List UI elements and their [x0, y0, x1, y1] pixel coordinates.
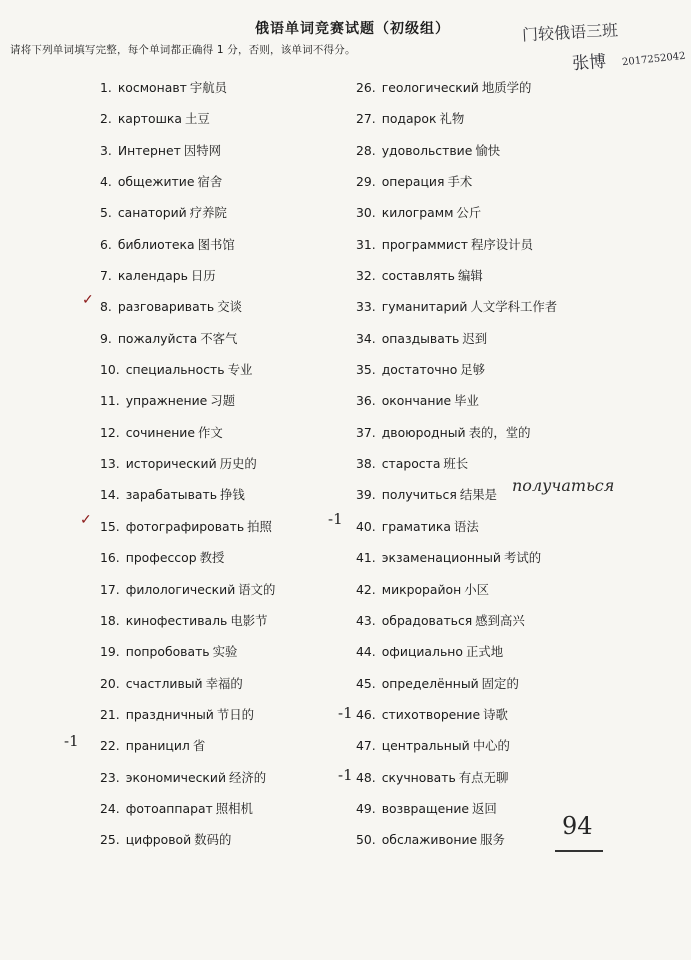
russian-word: двоюродный — [381, 424, 466, 440]
russian-word: фотоаппарат — [125, 800, 213, 816]
chinese-meaning: 习题 — [210, 393, 236, 409]
item-number: 10. — [100, 362, 120, 378]
word-item-16 — [100, 542, 275, 573]
deduct-mark: ✓ — [80, 512, 92, 528]
russian-word: определённый — [381, 675, 479, 691]
item-number: 18. — [100, 612, 120, 628]
russian-word: упражнение — [125, 393, 208, 409]
russian-word: программист — [381, 236, 469, 252]
chinese-meaning: 中心的 — [472, 738, 510, 754]
item-number: 11. — [100, 393, 120, 409]
word-item-29 — [356, 166, 557, 197]
item-number: 21. — [100, 706, 120, 722]
chinese-meaning: 诗歌 — [483, 706, 508, 722]
russian-word: опаздывать — [381, 330, 460, 346]
word-item-33 — [356, 291, 557, 322]
handwritten-student-id: 2017252042 — [621, 50, 687, 69]
word-item-47 — [356, 730, 557, 761]
chinese-meaning: 服务 — [480, 832, 505, 848]
russian-word: профессор — [125, 550, 197, 566]
word-item-21 — [100, 699, 275, 730]
item-number: 48. — [356, 769, 376, 785]
item-number: 28. — [356, 142, 376, 158]
chinese-meaning: 程序设计员 — [471, 236, 533, 252]
word-item-8 — [100, 291, 275, 322]
russian-word: космонавт — [117, 80, 187, 95]
russian-word: удовольствие — [381, 142, 473, 158]
chinese-meaning: 日历 — [190, 268, 216, 284]
item-number: 30. — [356, 205, 376, 221]
russian-word: скучновать — [381, 769, 456, 785]
word-item-38 — [356, 448, 557, 479]
word-item-34 — [356, 323, 557, 354]
chinese-meaning: 迟到 — [462, 330, 488, 346]
russian-word: кинофестиваль — [125, 612, 228, 628]
item-number: 8. — [100, 299, 112, 315]
russian-word: исторический — [125, 456, 217, 472]
word-list-right — [356, 72, 557, 856]
word-item-24 — [100, 793, 275, 824]
russian-word: экзаменационный — [381, 550, 501, 566]
item-number: 16. — [100, 550, 120, 566]
chinese-meaning: 数码的 — [194, 832, 232, 848]
word-item-20 — [100, 668, 275, 699]
word-item-5 — [100, 197, 275, 228]
item-number: 39. — [356, 487, 376, 503]
chinese-meaning: 因特网 — [183, 142, 222, 158]
russian-word: стихотворение — [381, 706, 481, 722]
exam-instructions: 请将下列单词填写完整，每个单词都正确得 1 分，否则，该单词不得分。 — [10, 44, 356, 56]
word-item-9 — [100, 323, 275, 354]
word-item-27 — [356, 103, 557, 134]
item-number: 41. — [356, 550, 376, 566]
word-item-10 — [100, 354, 275, 385]
chinese-meaning: 土豆 — [184, 111, 210, 127]
chinese-meaning: 语法 — [453, 518, 479, 534]
chinese-meaning: 照相机 — [215, 800, 253, 816]
item-number: 15. — [100, 518, 120, 534]
russian-word: староста — [381, 456, 441, 472]
russian-word: получиться — [381, 487, 457, 503]
item-number: 26. — [356, 80, 376, 95]
word-list-left — [100, 72, 275, 856]
handwritten-class: 门较俄语三班 — [521, 20, 619, 45]
word-item-4 — [100, 166, 275, 197]
item-number: 31. — [356, 236, 376, 252]
russian-word: разговаривать — [117, 299, 215, 315]
chinese-meaning: 考试的 — [503, 550, 542, 566]
handwritten-correction: получаться — [512, 476, 615, 495]
chinese-meaning: 节日的 — [216, 706, 255, 722]
chinese-meaning: 经济的 — [229, 769, 267, 785]
deduct-mark: -1 — [328, 510, 343, 528]
chinese-meaning: 手术 — [447, 174, 473, 190]
word-item-42 — [356, 574, 557, 605]
russian-word: геологический — [381, 80, 479, 95]
russian-word: общежитие — [117, 174, 195, 190]
russian-word: центральный — [381, 738, 470, 754]
item-number: 50. — [356, 832, 376, 848]
word-item-6 — [100, 229, 275, 260]
chinese-meaning: 作文 — [198, 424, 223, 440]
chinese-meaning: 固定的 — [481, 675, 519, 691]
word-item-1 — [100, 72, 275, 103]
item-number: 17. — [100, 581, 120, 597]
word-item-13 — [100, 448, 275, 479]
item-number: 9. — [100, 330, 112, 346]
deduct-mark: -1 — [338, 704, 353, 722]
russian-word: фотографировать — [125, 518, 245, 534]
chinese-meaning: 宇航员 — [189, 80, 228, 95]
russian-word: подарок — [381, 111, 437, 127]
chinese-meaning: 礼物 — [439, 111, 465, 127]
russian-word: пожалуйста — [117, 330, 198, 346]
chinese-meaning: 语文的 — [238, 581, 276, 597]
item-number: 32. — [356, 268, 376, 284]
item-number: 38. — [356, 456, 376, 472]
word-item-22 — [100, 730, 275, 761]
russian-word: библиотека — [117, 236, 195, 252]
word-item-43 — [356, 605, 557, 636]
russian-word: праздничный — [125, 706, 214, 722]
word-item-41 — [356, 542, 557, 573]
item-number: 43. — [356, 612, 376, 628]
item-number: 4. — [100, 174, 112, 190]
deduct-mark: -1 — [64, 732, 79, 750]
chinese-meaning: 挣钱 — [220, 487, 245, 503]
russian-word: микрорайон — [381, 581, 462, 597]
word-item-46 — [356, 699, 557, 730]
word-item-19 — [100, 636, 275, 667]
item-number: 13. — [100, 456, 120, 472]
russian-word: операция — [381, 174, 445, 190]
word-item-17 — [100, 574, 275, 605]
word-item-25 — [100, 824, 275, 855]
item-number: 34. — [356, 330, 376, 346]
word-item-35 — [356, 354, 557, 385]
chinese-meaning: 有点无聊 — [458, 769, 509, 785]
item-number: 46. — [356, 706, 376, 722]
russian-word: килограмм — [381, 205, 454, 221]
chinese-meaning: 正式地 — [465, 644, 504, 660]
chinese-meaning: 幸福的 — [205, 675, 243, 691]
word-item-28 — [356, 135, 557, 166]
item-number: 22. — [100, 738, 120, 754]
russian-word: санаторий — [117, 205, 187, 221]
word-item-36 — [356, 385, 557, 416]
russian-word: зарабатывать — [125, 487, 218, 503]
item-number: 42. — [356, 581, 376, 597]
word-item-18 — [100, 605, 275, 636]
chinese-meaning: 感到高兴 — [475, 612, 525, 628]
item-number: 40. — [356, 518, 376, 534]
word-item-32 — [356, 260, 557, 291]
item-number: 20. — [100, 675, 120, 691]
russian-word: праницил — [125, 738, 190, 754]
exam-title: 俄语单词竞赛试题（初级组） — [255, 21, 450, 37]
item-number: 24. — [100, 800, 120, 816]
word-item-31 — [356, 229, 557, 260]
russian-word: официально — [381, 644, 463, 660]
russian-word: Интернет — [117, 142, 181, 158]
word-item-37 — [356, 417, 557, 448]
russian-word: счастливый — [125, 675, 203, 691]
chinese-meaning: 表的，堂的 — [468, 424, 531, 440]
word-item-2 — [100, 103, 275, 134]
russian-word: гуманитарий — [381, 299, 468, 315]
item-number: 36. — [356, 393, 376, 409]
word-item-26 — [356, 72, 557, 103]
word-item-15 — [100, 511, 275, 542]
russian-word: попробовать — [125, 644, 210, 660]
russian-word: филологический — [125, 581, 236, 597]
chinese-meaning: 教授 — [199, 550, 225, 566]
word-item-49 — [356, 793, 557, 824]
russian-word: обрадоваться — [381, 612, 473, 628]
chinese-meaning: 不客气 — [200, 330, 238, 346]
chinese-meaning: 足够 — [460, 362, 486, 378]
russian-word: составлять — [381, 268, 455, 284]
chinese-meaning: 宿舍 — [197, 174, 223, 190]
item-number: 27. — [356, 111, 376, 127]
word-item-30 — [356, 197, 557, 228]
chinese-meaning: 图书馆 — [197, 236, 235, 252]
russian-word: сочинение — [125, 424, 195, 440]
russian-word: обслаживоние — [381, 832, 478, 848]
chinese-meaning: 愉快 — [475, 142, 501, 158]
chinese-meaning: 省 — [192, 738, 206, 754]
item-number: 2. — [100, 111, 112, 127]
chinese-meaning: 专业 — [227, 362, 253, 378]
item-number: 45. — [356, 675, 376, 691]
russian-word: цифровой — [125, 832, 192, 848]
item-number: 3. — [100, 142, 112, 158]
word-item-44 — [356, 636, 557, 667]
item-number: 49. — [356, 800, 376, 816]
handwritten-name: 张博 — [571, 51, 607, 75]
word-item-48 — [356, 762, 557, 793]
russian-word: граматика — [381, 518, 451, 534]
chinese-meaning: 人文学科工作者 — [470, 299, 558, 315]
chinese-meaning: 小区 — [464, 581, 490, 597]
item-number: 1. — [100, 80, 112, 95]
item-number: 37. — [356, 424, 376, 440]
word-item-12 — [100, 417, 275, 448]
item-number: 47. — [356, 738, 376, 754]
word-item-7 — [100, 260, 275, 291]
chinese-meaning: 结果是 — [459, 487, 497, 503]
item-number: 5. — [100, 205, 112, 221]
russian-word: достаточно — [381, 362, 458, 378]
chinese-meaning: 电影节 — [230, 612, 268, 628]
word-item-14 — [100, 479, 275, 510]
chinese-meaning: 毕业 — [454, 393, 479, 409]
item-number: 12. — [100, 424, 120, 440]
chinese-meaning: 公斤 — [456, 205, 482, 221]
word-item-45 — [356, 668, 557, 699]
chinese-meaning: 返回 — [472, 800, 497, 816]
item-number: 44. — [356, 644, 376, 660]
russian-word: возвращение — [381, 800, 470, 816]
word-item-40 — [356, 511, 557, 542]
word-item-3 — [100, 135, 275, 166]
score-underline — [555, 850, 603, 852]
russian-word: специальность — [125, 362, 225, 378]
russian-word: картошка — [117, 111, 182, 127]
russian-word: окончание — [381, 393, 452, 409]
score: 94 — [562, 812, 593, 840]
item-number: 7. — [100, 268, 112, 284]
chinese-meaning: 实验 — [212, 644, 238, 660]
chinese-meaning: 拍照 — [247, 518, 272, 534]
chinese-meaning: 地质学的 — [481, 80, 532, 95]
chinese-meaning: 疗养院 — [189, 205, 227, 221]
item-number: 14. — [100, 487, 120, 503]
chinese-meaning: 班长 — [443, 456, 469, 472]
deduct-mark: -1 — [338, 766, 353, 784]
chinese-meaning: 编辑 — [457, 268, 483, 284]
item-number: 23. — [100, 769, 120, 785]
russian-word: календарь — [117, 268, 188, 284]
item-number: 35. — [356, 362, 376, 378]
item-number: 29. — [356, 174, 376, 190]
deduct-mark: ✓ — [82, 292, 94, 308]
word-item-50 — [356, 824, 557, 855]
item-number: 33. — [356, 299, 376, 315]
word-item-11 — [100, 385, 275, 416]
item-number: 25. — [100, 832, 120, 848]
word-item-23 — [100, 762, 275, 793]
chinese-meaning: 交谈 — [217, 299, 242, 315]
chinese-meaning: 历史的 — [219, 456, 257, 472]
item-number: 6. — [100, 236, 112, 252]
russian-word: экономический — [125, 769, 227, 785]
item-number: 19. — [100, 644, 120, 660]
